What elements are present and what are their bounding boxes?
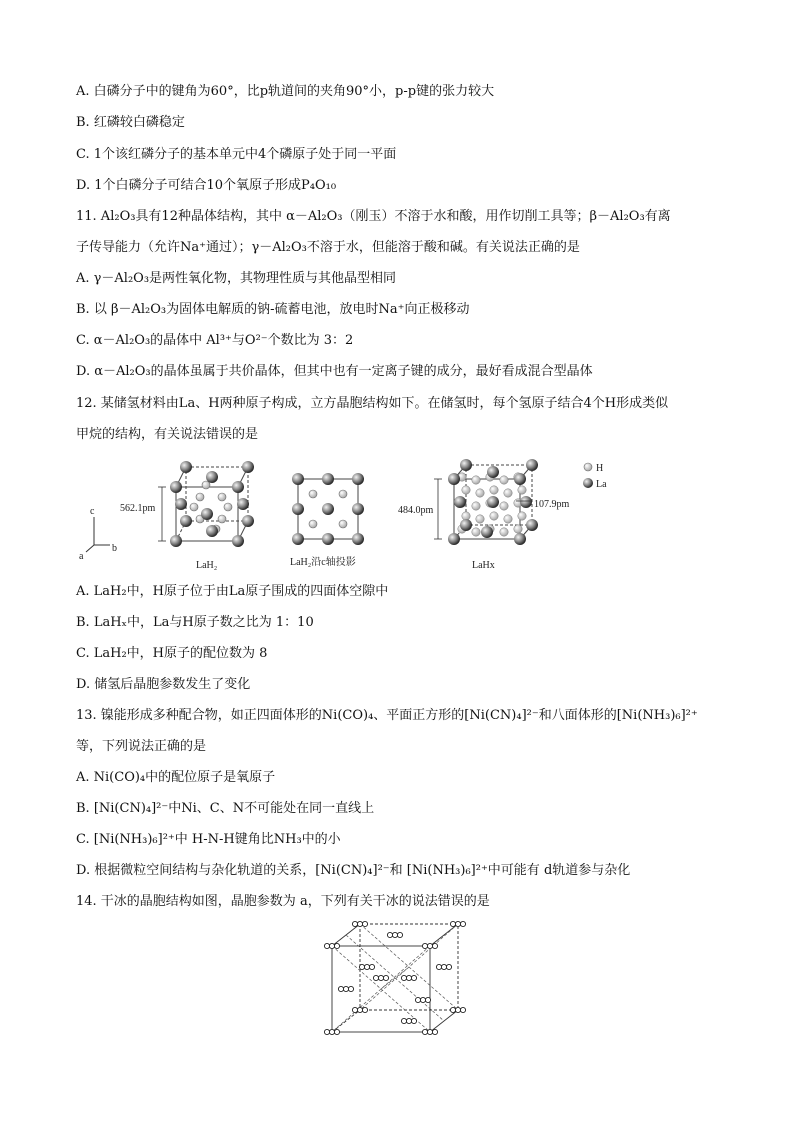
- co2-atom: [343, 986, 348, 991]
- co2-atom: [427, 943, 432, 948]
- co2-atom: [411, 1018, 416, 1023]
- h-atom: [500, 528, 508, 536]
- co2-atom: [401, 975, 406, 980]
- q13-option-c: C. [Ni(NH₃)₆]²⁺中 H-N-H键角比NH₃中的小: [76, 832, 341, 847]
- lah2-unit-cell: [158, 461, 254, 547]
- axis-b-label: b: [112, 543, 117, 554]
- co2-atom: [455, 1007, 460, 1012]
- q13-stem-line1: 13. 镍能形成多种配合物，如正四面体形的Ni(CO)₄、平面正方形的[Ni(CN)₄]²⁻和八面体形的[Ni(NH₃)₆]²⁺: [76, 708, 698, 723]
- dry-ice-unit-cell-figure: [320, 918, 470, 1040]
- co2-atom: [362, 921, 367, 926]
- h-atom: [514, 525, 522, 533]
- co2-atom: [422, 943, 427, 948]
- h-atom: [472, 528, 480, 536]
- h-atom: [518, 486, 526, 494]
- co2-atom: [415, 997, 420, 1002]
- h-atom: [500, 476, 508, 484]
- q12-option-c: C. LaH₂中，H原子的配位数为 8: [76, 646, 268, 661]
- q14-stem: 14. 干冰的晶胞结构如图，晶胞参数为 a，下列有关干冰的说法错误的是: [76, 894, 490, 909]
- co2-atom: [436, 964, 441, 969]
- h-atom: [476, 489, 484, 497]
- co2-atom: [334, 943, 339, 948]
- co2-atom: [420, 997, 425, 1002]
- co2-atom: [406, 1018, 411, 1023]
- co2-atom: [441, 964, 446, 969]
- lahx-caption: LaHx: [472, 560, 495, 571]
- q10-option-b: B. 红磷较白磷稳定: [76, 115, 185, 130]
- co2-atom: [352, 1007, 357, 1012]
- q10-option-c: C. 1个该红磷分子的基本单元中4个磷原子处于同一平面: [76, 147, 397, 162]
- q12-option-d: D. 储氢后晶胞参数发生了变化: [76, 677, 251, 692]
- co2-atom: [392, 932, 397, 937]
- co2-atom: [455, 921, 460, 926]
- co2-atom: [425, 997, 430, 1002]
- co2-atom: [348, 986, 353, 991]
- co2-atom: [450, 921, 455, 926]
- q10-option-a: A. 白磷分子中的键角为60°，比p轨道间的夹角90°小，p-p键的张力较大: [76, 84, 495, 99]
- axis-triad: [86, 517, 110, 552]
- legend-la-marker: [583, 478, 593, 488]
- co2-atom: [387, 932, 392, 937]
- co2-atom: [362, 1007, 367, 1012]
- h-h-distance-label: 107.9pm: [534, 499, 570, 510]
- co2-atom: [432, 1029, 437, 1034]
- co2-atom: [401, 1018, 406, 1023]
- co2-atom: [460, 1007, 465, 1012]
- q13-option-a: A. Ni(CO)₄中的配位原子是氧原子: [76, 770, 276, 785]
- co2-atom: [357, 921, 362, 926]
- co2-atom: [357, 1007, 362, 1012]
- axis-a-label: a: [79, 551, 84, 562]
- co2-atom: [397, 932, 402, 937]
- q12-option-b: B. LaHₓ中，La与H原子数之比为 1：10: [76, 615, 314, 630]
- q11-stem-line2: 子传导能力（允许Na⁺通过）；γ－Al₂O₃不溶于水，但能溶于酸和碱。有关说法正确的是: [76, 240, 580, 255]
- h-atom: [500, 502, 508, 510]
- legend-h-marker: [584, 463, 592, 471]
- co2-atom: [324, 1029, 329, 1034]
- co2-atom: [373, 975, 378, 980]
- projection-caption: LaH₂沿c轴投影: [290, 557, 356, 568]
- co2-atom: [334, 1029, 339, 1034]
- q13-option-d: D. 根据微粒空间结构与杂化轨道的关系，[Ni(CN)₄]²⁻和 [Ni(NH₃)₆]²⁺中可能有 d轨道参与杂化: [76, 863, 631, 878]
- q11-option-b: B. 以 β－Al₂O₃为固体电解质的钠-硫蓄电池，放电时Na⁺向正极移动: [76, 302, 470, 317]
- h-atom: [472, 476, 480, 484]
- lah2-projection: [292, 473, 364, 545]
- co2-atom: [324, 943, 329, 948]
- co2-atom: [329, 1029, 334, 1034]
- q11-option-a: A. γ－Al₂O₃是两性氧化物，其物理性质与其他晶型相同: [76, 271, 397, 286]
- co2-atom: [450, 1007, 455, 1012]
- co2-atom: [427, 1029, 432, 1034]
- q12-option-a: A. LaH₂中，H原子位于由La原子围成的四面体空隙中: [76, 584, 389, 599]
- co2-atom: [383, 975, 388, 980]
- q11-stem-line1: 11. Al₂O₃具有12种晶体结构，其中 α－Al₂O₃（刚玉）不溶于水和酸，用作切削工具等；β－Al₂O₃有离: [76, 209, 671, 224]
- co2-atom: [352, 921, 357, 926]
- co2-atom: [329, 943, 334, 948]
- co2-atom: [364, 964, 369, 969]
- co2-atom: [422, 1029, 427, 1034]
- h-atom: [504, 489, 512, 497]
- co2-atom: [338, 986, 343, 991]
- co2-atom: [359, 964, 364, 969]
- q11-option-d: D. α－Al₂O₃的晶体虽属于共价晶体，但其中也有一定离子键的成分，最好看成混合型晶体: [76, 364, 593, 379]
- h-atom: [490, 486, 498, 494]
- q12-crystal-figure: [76, 455, 636, 575]
- q12-stem-line2: 甲烷的结构，有关说法错误的是: [76, 427, 259, 442]
- q13-option-b: B. [Ni(CN)₄]²⁻中Ni、C、N不可能处在同一直线上: [76, 801, 375, 816]
- co2-atom: [369, 964, 374, 969]
- lahx-parameter-label: 484.0pm: [398, 505, 434, 516]
- lah2-caption: LaH₂: [196, 560, 218, 571]
- co2-atom: [378, 975, 383, 980]
- co2-atom: [411, 975, 416, 980]
- h-atom: [476, 515, 484, 523]
- q12-stem-line1: 12. 某储氢材料由La、H两种原子构成，立方晶胞结构如下。在储氢时，每个氢原子结合4个H形成类似: [76, 396, 669, 411]
- h-atom: [462, 512, 470, 520]
- legend-h-label: H: [596, 463, 604, 474]
- q10-option-d: D. 1个白磷分子可结合10个氧原子形成P₄O₁₀: [76, 178, 337, 193]
- h-atom: [472, 502, 480, 510]
- h-atom: [518, 512, 526, 520]
- h-atom: [490, 512, 498, 520]
- co2-atom: [432, 943, 437, 948]
- legend-la-label: La: [596, 479, 607, 490]
- lahx-unit-cell: [434, 459, 538, 545]
- h-atom: [504, 515, 512, 523]
- lah2-parameter-label: 562.1pm: [120, 503, 156, 514]
- co2-atom: [406, 975, 411, 980]
- h-atom: [462, 486, 470, 494]
- q11-option-c: C. α－Al₂O₃的晶体中 Al³⁺与O²⁻个数比为 3：2: [76, 333, 354, 348]
- axis-c-label: c: [90, 506, 95, 517]
- q13-stem-line2: 等，下列说法正确的是: [76, 739, 207, 754]
- co2-atom: [446, 964, 451, 969]
- co2-atom: [460, 921, 465, 926]
